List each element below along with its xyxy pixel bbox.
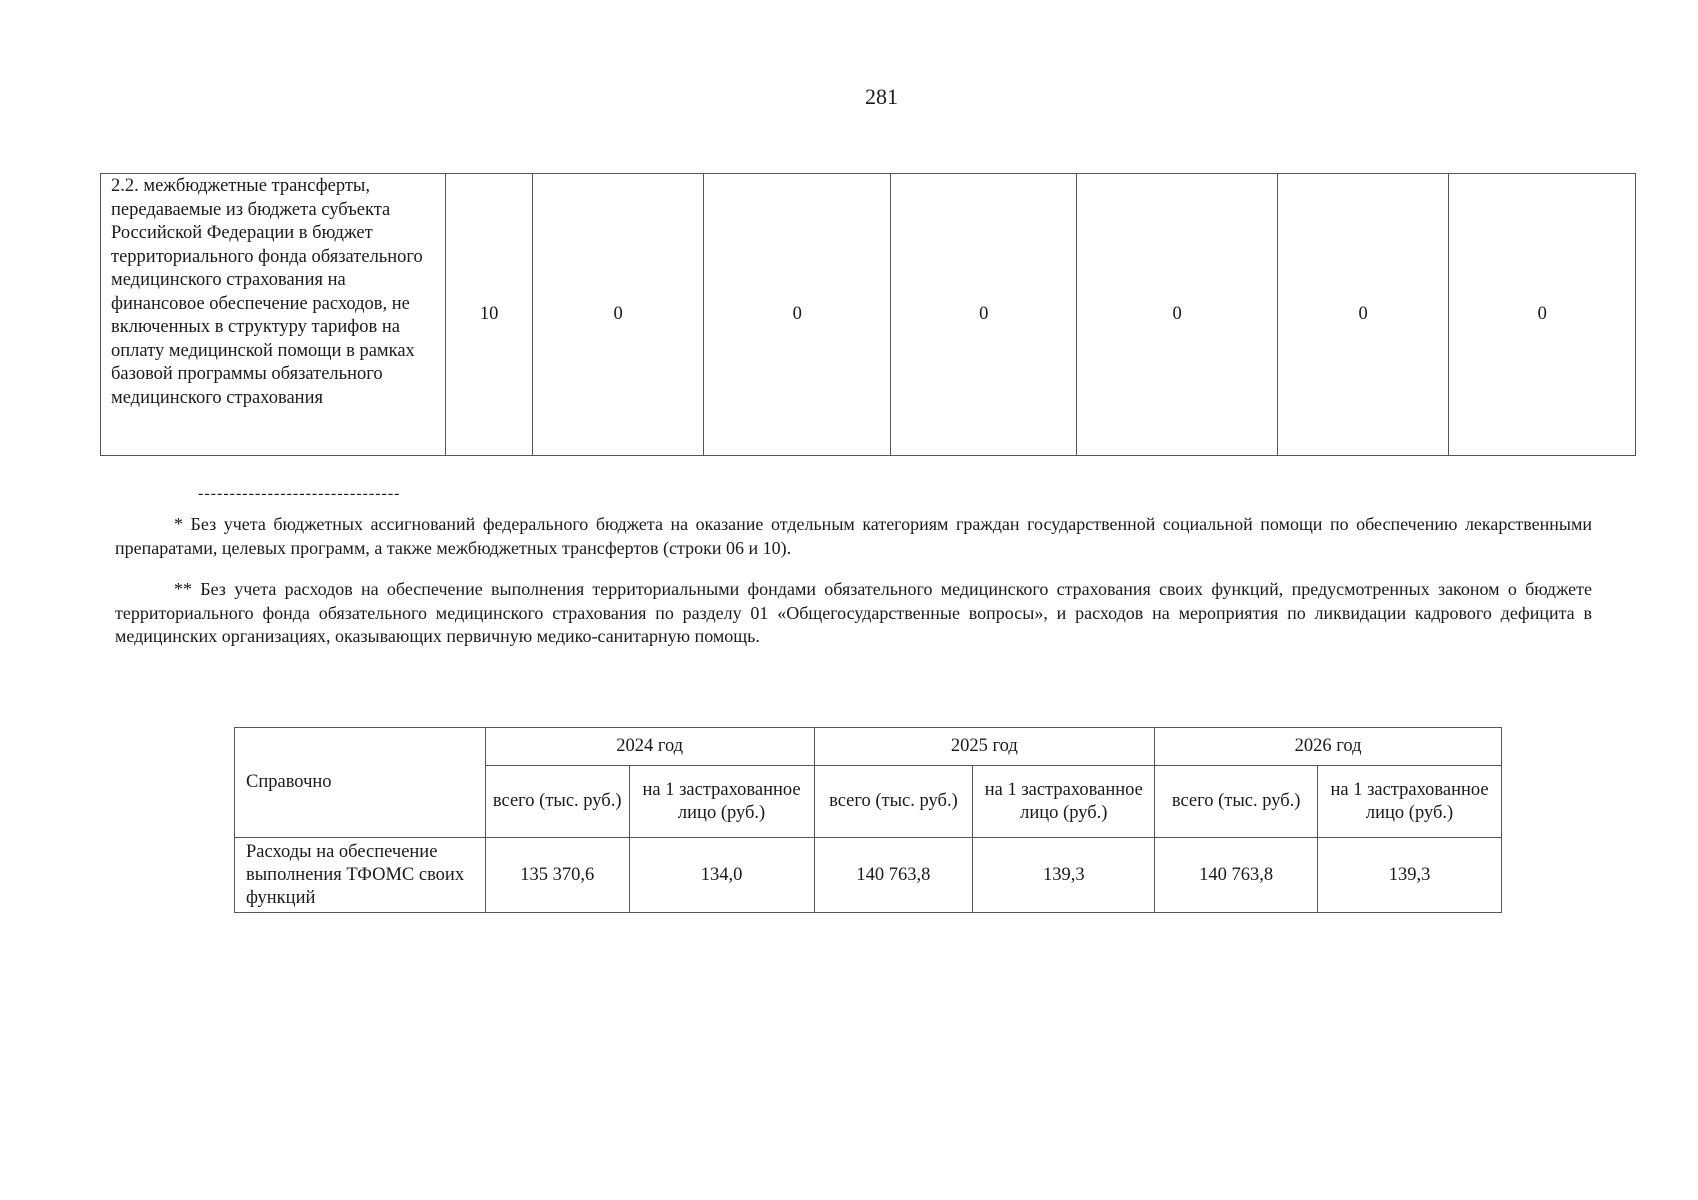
year-header: 2024 год: [485, 728, 814, 766]
table-cell: 134,0: [629, 838, 814, 913]
subheader-per-person: на 1 застрахованное лицо (руб.): [629, 766, 814, 838]
footnote-separator: --------------------------------: [198, 485, 401, 502]
table-cell: 0: [532, 174, 704, 456]
year-header: 2026 год: [1155, 728, 1502, 766]
reference-header-label: Справочно: [235, 728, 486, 838]
table-row: [235, 728, 1502, 766]
reference-table: [234, 727, 1502, 913]
table-cell: 140 763,8: [814, 838, 973, 913]
subheader-total: всего (тыс. руб.): [1155, 766, 1318, 838]
table-cell: 139,3: [1318, 838, 1502, 913]
table-cell: 0: [1277, 174, 1449, 456]
page-number: 281: [865, 84, 898, 109]
table-cell: 139,3: [973, 838, 1155, 913]
year-header: 2025 год: [814, 728, 1155, 766]
subheader-total: всего (тыс. руб.): [814, 766, 973, 838]
subheader-per-person: на 1 застрахованное лицо (руб.): [1318, 766, 1502, 838]
footnote-2: ** Без учета расходов на обеспечение выполнения территориальными фондами обязательного медицинского страхования своих функций, предусмотренных законом о бюджете территориального фонда обязательного медицинского страхования по разделу 01 «Общегосударственные вопросы», и расходов на мероприятия по ликвидации кадрового дефицита в медицинских организациях, оказывающих первичную медико-санитарную помощь.: [115, 579, 1592, 646]
budget-table: [100, 173, 1636, 456]
table-cell: 0: [1077, 174, 1277, 456]
table-cell: 0: [890, 174, 1077, 456]
table-cell: 0: [704, 174, 891, 456]
row-code: 10: [446, 174, 532, 456]
footnote-1: * Без учета бюджетных ассигнований федерального бюджета на оказание отдельным категориям граждан государственной социальной помощи по обеспечению лекарственными препаратами, целевых программ, а также межбюджетных трансфертов (строки 06 и 10).: [115, 514, 1592, 558]
subheader-per-person: на 1 застрахованное лицо (руб.): [973, 766, 1155, 838]
table-row: [235, 838, 1502, 913]
table-cell: 140 763,8: [1155, 838, 1318, 913]
table-row: [101, 174, 1636, 456]
row-description: 2.2. межбюджетные трансферты, передаваемые из бюджета субъекта Российской Федерации в бюджет территориального фонда обязательного медицинского страхования на финансовое обеспечение расходов, не включенных в структуру тарифов на оплату медицинской помощи в рамках базовой программы обязательного медицинского страхования: [101, 174, 446, 456]
table-cell: 135 370,6: [485, 838, 629, 913]
row-label: Расходы на обеспечение выполнения ТФОМС своих функций: [235, 838, 486, 913]
subheader-total: всего (тыс. руб.): [485, 766, 629, 838]
table-cell: 0: [1449, 174, 1636, 456]
